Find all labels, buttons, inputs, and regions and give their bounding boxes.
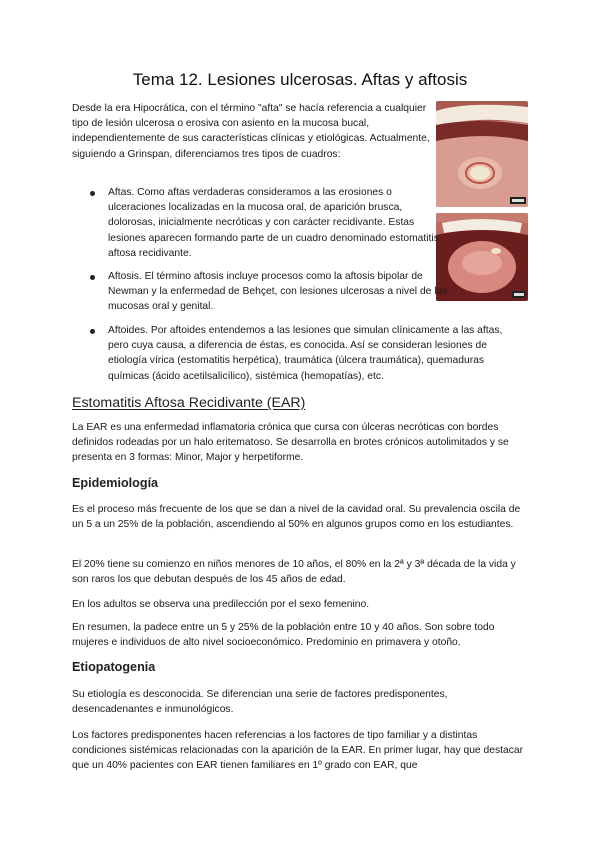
epidemiology-heading: Epidemiología bbox=[72, 476, 159, 490]
bullet-list bbox=[88, 323, 513, 384]
list-item: Aftas. Como aftas verdaderas consideramos a las erosiones o ulceraciones localizadas en la mucosa oral, de aparición brusca, dolorosas, inicialmente necróticas y con carácter recidivante. Estas lesiones aparecen formando parte de un cuadro denominado estomatitis aftosa recidivante. bbox=[88, 185, 448, 261]
epidemiology-paragraph: Es el proceso más frecuente de los que se dan a nivel de la cavidad oral. Su prevalencia oscila de un 5 a un 25% de la población, ascendiendo al 50% en algunos grupos como en los estudiantes. bbox=[72, 504, 521, 531]
etiopathogenesis-paragraph: Su etiología es desconocida. Se diferencian una serie de factores predisponentes, desencadenantes e inmunológicos. bbox=[72, 689, 448, 716]
clinical-photo-lip-ulcer bbox=[436, 101, 528, 207]
section-heading: Estomatitis Aftosa Recidivante (EAR) bbox=[72, 395, 306, 411]
list-item: Aftosis. El término aftosis incluye procesos como la aftosis bipolar de Newman y la enfermedad de Behçet, con lesiones ulcerosas a nivel de las mucosas oral y genital. bbox=[88, 269, 448, 315]
etiopathogenesis-paragraph: Los factores predisponentes hacen referencias a los factores de tipo familiar y a distintas condiciones sistémicas relacionadas con la aparición de la EAR. En primer lugar, hay que destacar que un 40% pacientes con EAR tienen familiares en 1º grado con EAR, que bbox=[72, 730, 524, 772]
list-item: Aftoides. Por aftoides entendemos a las lesiones que simulan clínicamente a las aftas, pero cuya causa, a diferencia de éstas, es conocida. Así se consideran lesiones de etiología vírica (estomatitis herpética), traumática (úlcera traumática), quemaduras químicas (ácido acetilsalicílico), sistémica (hemopatías), etc. bbox=[88, 323, 513, 384]
page-title: Tema 12. Lesiones ulcerosas. Aftas y aftosis bbox=[132, 70, 468, 89]
epidemiology-paragraph: El 20% tiene su comienzo en niños menores de 10 años, el 80% en la 2ª y 3ª década de la vida y son raros los que debutan después de los 45 años de edad. bbox=[72, 559, 516, 586]
section-paragraph: La EAR es una enfermedad inflamatoria crónica que cursa con úlceras necróticas con bordes definidos rodeadas por un halo eritematoso. Se desarrolla en brotes crónicos autolimitados y se presenta en 3 formas: Minor, Major y herpetiforme. bbox=[72, 422, 509, 464]
bullet-list bbox=[88, 185, 448, 261]
clinical-photo-mouth bbox=[436, 213, 528, 301]
intro-paragraph: Desde la era Hipocrática, con el término "afta" se hacía referencia a cualquier tipo de lesión ulcerosa o erosiva con asiento en la mucosa bucal, independientemente de sus características clínicas y etiológicas. Actualmente, siguiendo a Grinspan, diferenciamos tres tipos de cuadros: bbox=[72, 103, 430, 160]
epidemiology-paragraph: En resumen, la padece entre un 5 y 25% de la población entre 10 y 40 años. Son sobre todo mujeres e individuos de alto nivel socioeconómico. Predominio en primavera y otoño. bbox=[72, 622, 495, 649]
bullet-list bbox=[88, 269, 448, 315]
etiopathogenesis-heading: Etiopatogenia bbox=[72, 660, 156, 674]
epidemiology-paragraph: En los adultos se observa una predilección por el sexo femenino. bbox=[72, 599, 370, 610]
